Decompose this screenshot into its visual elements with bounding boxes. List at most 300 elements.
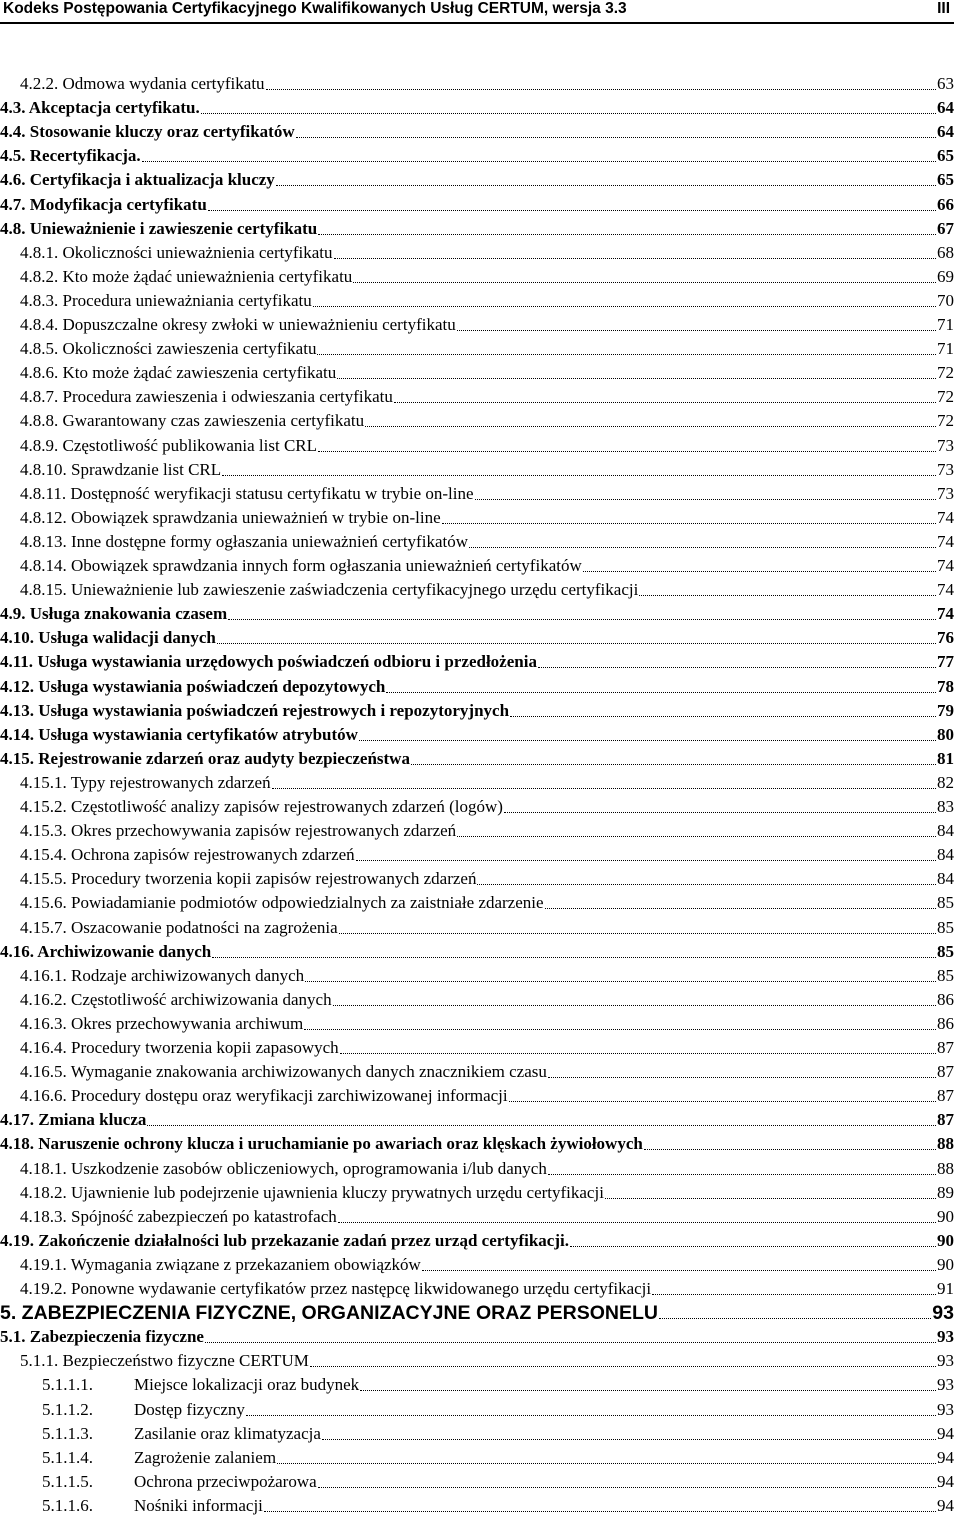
toc-entry-number: 4.8.9. bbox=[20, 435, 59, 455]
toc-leader-dots bbox=[411, 763, 936, 765]
toc-entry-text bbox=[20, 291, 312, 311]
toc-leader-dots bbox=[208, 209, 936, 211]
toc-leader-dots bbox=[644, 1148, 936, 1150]
toc-entry-label: Rejestrowanie zdarzeń oraz audyty bezpieczeństwa bbox=[34, 748, 410, 768]
toc-entry[interactable] bbox=[0, 819, 954, 841]
toc-entry[interactable] bbox=[0, 843, 954, 865]
toc-entry-number: 4.8.2. bbox=[20, 266, 59, 286]
toc-entry-page: 93 bbox=[932, 1302, 954, 1325]
toc-entry-page: 72 bbox=[937, 363, 954, 383]
toc-entry-text bbox=[20, 893, 544, 913]
toc-entry[interactable] bbox=[0, 217, 954, 239]
toc-leader-dots bbox=[246, 1414, 936, 1416]
toc-entry-label: Zagrożenie zalaniem bbox=[134, 1447, 277, 1467]
toc-entry-text bbox=[20, 1062, 547, 1082]
toc-entry-text bbox=[0, 677, 385, 697]
toc-leader-dots bbox=[583, 570, 936, 572]
toc-entry-label: Miejsce lokalizacji oraz budynek bbox=[134, 1375, 360, 1395]
toc-entry-text bbox=[0, 195, 207, 215]
toc-entry[interactable] bbox=[0, 1229, 954, 1251]
toc-entry[interactable] bbox=[0, 506, 954, 528]
toc-entry-number: 4.15.5. bbox=[20, 869, 67, 889]
toc-entry-label: Modyfikacja certyfikatu bbox=[25, 194, 207, 214]
toc-entry-number: 4.11. bbox=[0, 652, 34, 672]
toc-leader-dots bbox=[457, 835, 936, 837]
toc-entry[interactable] bbox=[0, 1132, 954, 1154]
toc-entry-label: Obowiązek sprawdzania unieważnień w trybie on-line bbox=[66, 507, 441, 527]
toc-entry-text bbox=[20, 869, 476, 889]
toc-entry[interactable] bbox=[0, 1349, 954, 1371]
toc-entry[interactable] bbox=[0, 1422, 954, 1444]
toc-entry-text bbox=[0, 1303, 658, 1323]
toc-entry-text bbox=[20, 411, 364, 431]
toc-entry-page: 86 bbox=[937, 989, 954, 1009]
toc-entry-text bbox=[20, 1183, 604, 1203]
toc-entry-page: 94 bbox=[937, 1423, 954, 1443]
toc-entry[interactable] bbox=[0, 361, 954, 383]
toc-entry[interactable] bbox=[0, 723, 954, 745]
toc-leader-dots bbox=[304, 1028, 936, 1030]
toc-entry[interactable] bbox=[0, 1253, 954, 1275]
toc-entry-label: Unieważnienie lub zawieszenie zaświadczenia certyfikacyjnego urzędu certyfikacji bbox=[66, 580, 639, 600]
toc-entry-text bbox=[0, 604, 227, 624]
toc-entry[interactable] bbox=[0, 626, 954, 648]
toc-entry[interactable] bbox=[0, 1301, 954, 1323]
toc-entry-text bbox=[20, 387, 393, 407]
toc-entry-page: 89 bbox=[937, 1182, 954, 1202]
toc-leader-dots bbox=[365, 425, 936, 427]
toc-leader-dots bbox=[212, 956, 936, 958]
toc-entry[interactable] bbox=[0, 916, 954, 938]
toc-leader-dots bbox=[337, 377, 936, 379]
toc-entry[interactable] bbox=[0, 265, 954, 287]
toc-entry-label: Okoliczności unieważnienia certyfikatu bbox=[58, 242, 333, 262]
toc-entry[interactable] bbox=[0, 385, 954, 407]
toc-entry-number: 4.8.5. bbox=[20, 339, 59, 359]
toc-entry[interactable] bbox=[0, 1108, 954, 1130]
toc-entry-label: Zakończenie działalności lub przekazanie zadań przez urząd certyfikacji. bbox=[34, 1230, 569, 1250]
toc-entry-number: 4.8.4. bbox=[20, 315, 59, 334]
toc-entry-text bbox=[42, 1424, 321, 1444]
toc-entry-text bbox=[0, 701, 509, 721]
toc-entry-text bbox=[0, 146, 141, 166]
toc-leader-dots bbox=[338, 1221, 936, 1223]
toc-entry-text bbox=[20, 339, 316, 359]
toc-entry-number: 4.16.3. bbox=[20, 1013, 67, 1033]
toc-leader-dots bbox=[353, 281, 936, 283]
toc-leader-dots bbox=[509, 1100, 936, 1102]
toc-entry-label: Typy rejestrowanych zdarzeń bbox=[66, 772, 271, 792]
toc-entry-label: Dopuszczalne okresy zwłoki w unieważnieniu certyfikatu bbox=[58, 315, 456, 334]
toc-entry-text bbox=[0, 1110, 146, 1130]
toc-entry-number: 4.17. bbox=[0, 1110, 34, 1130]
toc-entry-label: Spójność zabezpieczeń po katastrofach bbox=[66, 1206, 337, 1226]
toc-leader-dots bbox=[359, 739, 936, 741]
toc-entry-page: 80 bbox=[937, 724, 954, 744]
toc-entry-page: 74 bbox=[937, 531, 954, 551]
toc-entry-text bbox=[42, 1496, 263, 1516]
toc-entry-text bbox=[20, 556, 582, 576]
toc-entry[interactable] bbox=[0, 458, 954, 480]
toc-leader-dots bbox=[659, 1317, 931, 1319]
toc-entry-label: Okoliczności zawieszenia certyfikatu bbox=[58, 339, 317, 359]
toc-entry-number: 4.15.7. bbox=[20, 917, 67, 937]
toc-entry-page: 93 bbox=[937, 1399, 954, 1419]
toc-entry-page: 87 bbox=[937, 1062, 954, 1082]
toc-entry-text bbox=[20, 797, 503, 817]
toc-entry-number: 4.16.2. bbox=[20, 989, 67, 1009]
toc-entry[interactable] bbox=[0, 578, 954, 600]
toc-entry-number: 4.18.1. bbox=[20, 1158, 67, 1178]
toc-entry-text bbox=[20, 74, 265, 94]
toc-entry[interactable] bbox=[0, 1446, 954, 1468]
toc-entry-number: 4.18. bbox=[0, 1134, 34, 1154]
toc-entry-page: 87 bbox=[937, 1110, 954, 1130]
toc-leader-dots bbox=[333, 1004, 936, 1006]
toc-entry-page: 85 bbox=[937, 917, 954, 937]
toc-entry-text bbox=[20, 1038, 339, 1058]
toc-entry-text bbox=[0, 1327, 204, 1347]
toc-entry[interactable] bbox=[0, 867, 954, 889]
toc-entry-page: 73 bbox=[937, 459, 954, 479]
toc-entry[interactable] bbox=[0, 241, 954, 263]
toc-entry-number: 4.10. bbox=[0, 628, 34, 648]
toc-leader-dots bbox=[334, 257, 937, 259]
toc-entry-text bbox=[20, 1014, 303, 1034]
toc-entry-label: Naruszenie ochrony klucza i uruchamianie po awariach oraz klęskach żywiołowych bbox=[34, 1134, 643, 1154]
toc-entry-page: 74 bbox=[937, 604, 954, 624]
toc-leader-dots bbox=[266, 88, 936, 90]
toc-entry-label: Recertyfikacja. bbox=[25, 146, 141, 166]
toc-leader-dots bbox=[477, 883, 936, 885]
toc-entry-number: 4.16.6. bbox=[20, 1086, 67, 1106]
toc-entry-label: Kto może żądać zawieszenia certyfikatu bbox=[58, 363, 337, 383]
toc-entry[interactable] bbox=[0, 313, 954, 335]
toc-entry-page: 84 bbox=[937, 821, 954, 841]
toc-entry-number: 5. bbox=[0, 1302, 17, 1325]
toc-entry-page: 65 bbox=[937, 146, 954, 166]
toc-entry[interactable] bbox=[0, 530, 954, 552]
toc-entry[interactable] bbox=[0, 602, 954, 624]
page-number: III bbox=[937, 0, 950, 17]
toc-entry-number: 4.8.12. bbox=[20, 507, 67, 527]
toc-entry-number: 4.8.13. bbox=[20, 531, 67, 551]
toc-entry-page: 94 bbox=[937, 1447, 954, 1467]
header-rule bbox=[0, 22, 954, 24]
toc-entry-text bbox=[0, 749, 410, 769]
toc-entry-page: 85 bbox=[937, 941, 954, 961]
toc-entry-label: Uszkodzenie zasobów obliczeniowych, oprogramowania i/lub danych bbox=[66, 1158, 547, 1178]
toc-entry-page: 90 bbox=[937, 1254, 954, 1274]
toc-entry-number: 4.8.10. bbox=[20, 459, 67, 479]
toc-entry-number: 4.3. bbox=[0, 98, 26, 118]
toc-entry-label: Oszacowanie podatności na zagrożenia bbox=[66, 917, 338, 937]
toc-entry-text bbox=[20, 1086, 508, 1106]
toc-leader-dots bbox=[147, 1124, 936, 1126]
toc-entry[interactable] bbox=[0, 795, 954, 817]
toc-entry-number: 4.16.5. bbox=[20, 1062, 67, 1082]
toc-entry-text bbox=[0, 1134, 643, 1154]
toc-entry-number: 4.8.14. bbox=[20, 556, 67, 575]
toc-entry[interactable] bbox=[0, 1012, 954, 1034]
toc-leader-dots bbox=[201, 112, 936, 114]
toc-entry[interactable] bbox=[0, 434, 954, 456]
toc-entry-page: 65 bbox=[937, 170, 954, 190]
toc-leader-dots bbox=[318, 1486, 936, 1488]
toc-leader-dots bbox=[272, 787, 936, 789]
toc-entry-text bbox=[20, 966, 304, 986]
toc-leader-dots bbox=[469, 546, 936, 548]
toc-entry-number: 4.19.2. bbox=[20, 1279, 67, 1298]
toc-leader-dots bbox=[386, 691, 936, 693]
toc-entry-text bbox=[20, 436, 317, 456]
toc-entry-number: 4.18.2. bbox=[20, 1182, 67, 1202]
toc-entry-number: 4.8.7. bbox=[20, 387, 59, 407]
toc-leader-dots bbox=[322, 1438, 936, 1440]
toc-entry-number: 4.8.1. bbox=[20, 242, 59, 262]
toc-entry-number: 4.15.1. bbox=[20, 772, 67, 792]
toc-entry[interactable] bbox=[0, 699, 954, 721]
toc-entry-label: Procedury dostępu oraz weryfikacji zarchiwizowanej informacji bbox=[66, 1086, 508, 1106]
toc-entry-page: 68 bbox=[937, 242, 954, 262]
toc-entry-page: 74 bbox=[937, 556, 954, 575]
toc-entry[interactable] bbox=[0, 193, 954, 215]
toc-entry[interactable] bbox=[0, 1205, 954, 1227]
toc-entry-page: 84 bbox=[937, 845, 954, 865]
toc-entry-text bbox=[0, 170, 275, 190]
toc-entry-number: 5.1.1.4. bbox=[42, 1447, 93, 1467]
toc-entry-label: Ochrona przeciwpożarowa bbox=[134, 1471, 317, 1491]
toc-entry-label: Zabezpieczenia fizyczne bbox=[25, 1327, 204, 1347]
toc-entry-number: 4.16.4. bbox=[20, 1038, 67, 1057]
toc-entry[interactable] bbox=[0, 1398, 954, 1420]
toc-entry-number: 4.15.6. bbox=[20, 893, 67, 913]
toc-entry-text bbox=[20, 918, 338, 938]
toc-leader-dots bbox=[457, 329, 936, 331]
toc-entry-label: Usługa walidacji danych bbox=[34, 628, 216, 648]
toc-entry[interactable] bbox=[0, 940, 954, 962]
toc-entry-text bbox=[20, 508, 441, 528]
toc-entry-page: 85 bbox=[937, 965, 954, 985]
toc-leader-dots bbox=[545, 907, 936, 909]
toc-leader-dots bbox=[510, 715, 936, 717]
toc-leader-dots bbox=[318, 233, 936, 235]
toc-entry-text bbox=[20, 1279, 651, 1299]
toc-entry-text bbox=[0, 725, 358, 745]
toc-entry-label: Procedury tworzenia kopii zapasowych bbox=[66, 1038, 339, 1057]
toc-entry-label: Usługa wystawiania urzędowych poświadczeń odbioru i przedłożenia bbox=[33, 652, 537, 672]
toc-leader-dots bbox=[475, 498, 936, 500]
toc-leader-dots bbox=[277, 1462, 936, 1464]
toc-entry-page: 85 bbox=[937, 893, 954, 913]
toc-entry[interactable] bbox=[0, 554, 954, 576]
toc-entry-number: 5.1.1.3. bbox=[42, 1423, 93, 1443]
toc-entry-label: ZABEZPIECZENIA FIZYCZNE, ORGANIZACYJNE ORAZ PERSONELU bbox=[16, 1302, 658, 1325]
toc-entry[interactable] bbox=[0, 1373, 954, 1395]
toc-entry[interactable] bbox=[0, 1084, 954, 1106]
toc-entry-label: Stosowanie kluczy oraz certyfikatów bbox=[25, 122, 295, 142]
toc-leader-dots bbox=[504, 811, 936, 813]
toc-entry-text bbox=[20, 990, 332, 1010]
toc-entry-page: 88 bbox=[937, 1158, 954, 1178]
toc-entry-page: 86 bbox=[937, 1013, 954, 1033]
toc-entry-text bbox=[0, 942, 211, 962]
toc-entry-text bbox=[20, 460, 221, 480]
page-header bbox=[0, 0, 960, 24]
toc-entry[interactable] bbox=[0, 144, 954, 166]
toc-entry[interactable] bbox=[0, 409, 954, 431]
toc-entry[interactable] bbox=[0, 650, 954, 672]
toc-leader-dots bbox=[339, 932, 936, 934]
toc-entry-label: Nośniki informacji bbox=[134, 1495, 263, 1515]
toc-entry[interactable] bbox=[0, 1277, 954, 1299]
toc-entry-label: Gwarantowany czas zawieszenia certyfikatu bbox=[58, 411, 365, 431]
toc-entry[interactable] bbox=[0, 1060, 954, 1082]
toc-entry-label: Zasilanie oraz klimatyzacja bbox=[134, 1423, 321, 1443]
toc-entry[interactable] bbox=[0, 771, 954, 793]
toc-leader-dots bbox=[548, 1173, 936, 1175]
toc-leader-dots bbox=[605, 1197, 936, 1199]
toc-entry-text bbox=[42, 1472, 317, 1492]
toc-entry-page: 93 bbox=[937, 1375, 954, 1395]
toc-entry-label: Kto może żądać unieważnienia certyfikatu bbox=[58, 266, 353, 286]
toc-entry-page: 73 bbox=[937, 483, 954, 503]
toc-entry-text bbox=[0, 652, 537, 672]
toc-entry-number: 5.1.1.2. bbox=[42, 1399, 93, 1419]
toc-entry[interactable] bbox=[0, 482, 954, 504]
toc-entry-number: 4.2.2. bbox=[20, 74, 59, 93]
toc-entry-text bbox=[20, 1207, 337, 1227]
toc-leader-dots bbox=[394, 401, 936, 403]
toc-entry-text bbox=[42, 1375, 359, 1395]
toc-entry[interactable] bbox=[0, 675, 954, 697]
toc-entry-page: 83 bbox=[937, 797, 954, 816]
toc-entry-number: 4.16. bbox=[0, 941, 34, 961]
toc-leader-dots bbox=[222, 474, 936, 476]
toc-entry[interactable] bbox=[0, 168, 954, 190]
toc-entry-label: Ponowne wydawanie certyfikatów przez następcę likwidowanego urzędu certyfikacji bbox=[66, 1279, 652, 1298]
toc-entry-page: 64 bbox=[937, 122, 954, 142]
toc-entry-text bbox=[20, 580, 638, 600]
toc-entry-page: 73 bbox=[937, 435, 954, 455]
toc-leader-dots bbox=[360, 1389, 936, 1391]
toc-leader-dots bbox=[276, 184, 936, 186]
toc-entry-page: 84 bbox=[937, 869, 954, 889]
toc-entry-label: Powiadamianie podmiotów odpowiedzialnych za zaistniałe zdarzenie bbox=[66, 893, 544, 913]
toc-entry-number: 5.1.1. bbox=[20, 1351, 59, 1371]
toc-entry-text bbox=[20, 1255, 421, 1275]
toc-entry-number: 4.15.2. bbox=[20, 797, 67, 816]
toc-entry-text bbox=[20, 821, 456, 841]
toc-entry-page: 63 bbox=[937, 74, 954, 93]
toc-entry-text bbox=[20, 845, 355, 865]
toc-entry-page: 88 bbox=[937, 1134, 954, 1154]
toc-entry-text bbox=[0, 1231, 569, 1251]
toc-entry-label: Procedura unieważniania certyfikatu bbox=[58, 290, 312, 310]
toc-entry-page: 70 bbox=[937, 290, 954, 310]
toc-entry-page: 81 bbox=[937, 748, 954, 768]
toc-entry-page: 82 bbox=[937, 772, 954, 792]
toc-entry-label: Usługa wystawiania poświadczeń depozytowych bbox=[34, 676, 386, 696]
toc-entry-number: 5.1. bbox=[0, 1327, 26, 1347]
toc-entry-text bbox=[0, 219, 317, 239]
toc-entry-page: 93 bbox=[937, 1327, 954, 1347]
toc-entry[interactable] bbox=[0, 1181, 954, 1203]
toc-entry[interactable] bbox=[0, 1470, 954, 1492]
toc-entry-text bbox=[20, 773, 271, 793]
toc-entry-number: 4.15. bbox=[0, 748, 34, 768]
toc-entry-number: 5.1.1.6. bbox=[42, 1495, 93, 1515]
toc-leader-dots bbox=[317, 353, 936, 355]
toc-entry-number: 4.14. bbox=[0, 724, 34, 744]
toc-entry-number: 4.15.4. bbox=[20, 845, 67, 865]
toc-leader-dots bbox=[442, 522, 936, 524]
toc-entry[interactable] bbox=[0, 120, 954, 142]
toc-entry[interactable] bbox=[0, 1157, 954, 1179]
toc-entry-text bbox=[20, 243, 333, 263]
toc-entry-label: Ochrona zapisów rejestrowanych zdarzeń bbox=[66, 845, 355, 865]
toc-entry-text bbox=[0, 98, 200, 118]
toc-entry-label: Usługa znakowania czasem bbox=[25, 604, 228, 624]
toc-entry-number: 5.1.1.5. bbox=[42, 1471, 93, 1491]
toc-entry-label: Ujawnienie lub podejrzenie ujawnienia kluczy prywatnych urzędu certyfikacji bbox=[66, 1182, 604, 1202]
toc-entry-label: Częstotliwość analizy zapisów rejestrowanych zdarzeń (logów) bbox=[66, 797, 503, 816]
toc-entry[interactable] bbox=[0, 1494, 954, 1516]
toc-entry-label: Dostępność weryfikacji statusu certyfikatu w trybie on-line bbox=[66, 483, 474, 503]
toc-entry-text bbox=[0, 122, 295, 142]
toc-entry[interactable] bbox=[0, 1325, 954, 1347]
toc-entry-number: 4.8.3. bbox=[20, 290, 59, 310]
toc-entry-number: 4.5. bbox=[0, 146, 26, 166]
toc-entry-label: Dostęp fizyczny bbox=[134, 1399, 245, 1419]
toc-entry-page: 87 bbox=[937, 1038, 954, 1057]
toc-entry[interactable] bbox=[0, 988, 954, 1010]
toc-entry-label: Częstotliwość archiwizowania danych bbox=[66, 989, 332, 1009]
toc-leader-dots bbox=[318, 450, 936, 452]
toc-entry-text bbox=[20, 484, 474, 504]
toc-entry-page: 74 bbox=[937, 580, 954, 600]
toc-entry[interactable] bbox=[0, 96, 954, 118]
toc-entry-label: Procedury tworzenia kopii zapisów rejestrowanych zdarzeń bbox=[66, 869, 477, 889]
toc-entry[interactable] bbox=[0, 289, 954, 311]
toc-entry-page: 66 bbox=[937, 194, 954, 214]
toc-leader-dots bbox=[548, 1076, 936, 1078]
toc-entry-number: 4.6. bbox=[0, 170, 26, 190]
toc-entry-label: Częstotliwość publikowania list CRL bbox=[58, 435, 318, 455]
toc-entry-number: 4.18.3. bbox=[20, 1206, 67, 1226]
toc-entry-label: Rodzaje archiwizowanych danych bbox=[66, 965, 305, 985]
toc-entry-number: 4.7. bbox=[0, 194, 26, 214]
toc-entry-number: 4.9. bbox=[0, 604, 26, 624]
toc-entry-number: 4.19.1. bbox=[20, 1254, 67, 1274]
toc-entry-page: 71 bbox=[937, 315, 954, 334]
toc-entry[interactable] bbox=[0, 72, 954, 94]
toc-entry-label: Okres przechowywania zapisów rejestrowanych zdarzeń bbox=[66, 821, 457, 841]
toc-entry-number: 4.16.1. bbox=[20, 965, 67, 985]
toc-entry[interactable] bbox=[0, 747, 954, 769]
document-title: Kodeks Postępowania Certyfikacyjnego Kwalifikowanych Usług CERTUM, wersja 3.3 bbox=[3, 0, 627, 17]
toc-entry-text bbox=[42, 1400, 245, 1420]
toc-leader-dots bbox=[217, 642, 936, 644]
toc-entry[interactable] bbox=[0, 891, 954, 913]
toc-leader-dots bbox=[305, 980, 936, 982]
toc-entry-label: Inne dostępne formy ogłaszania unieważnień certyfikatów bbox=[66, 531, 468, 551]
toc-entry[interactable] bbox=[0, 964, 954, 986]
toc-entry[interactable] bbox=[0, 1036, 954, 1058]
toc-entry[interactable] bbox=[0, 337, 954, 359]
toc-entry-number: 4.8. bbox=[0, 218, 26, 238]
toc-entry-page: 87 bbox=[937, 1086, 954, 1106]
